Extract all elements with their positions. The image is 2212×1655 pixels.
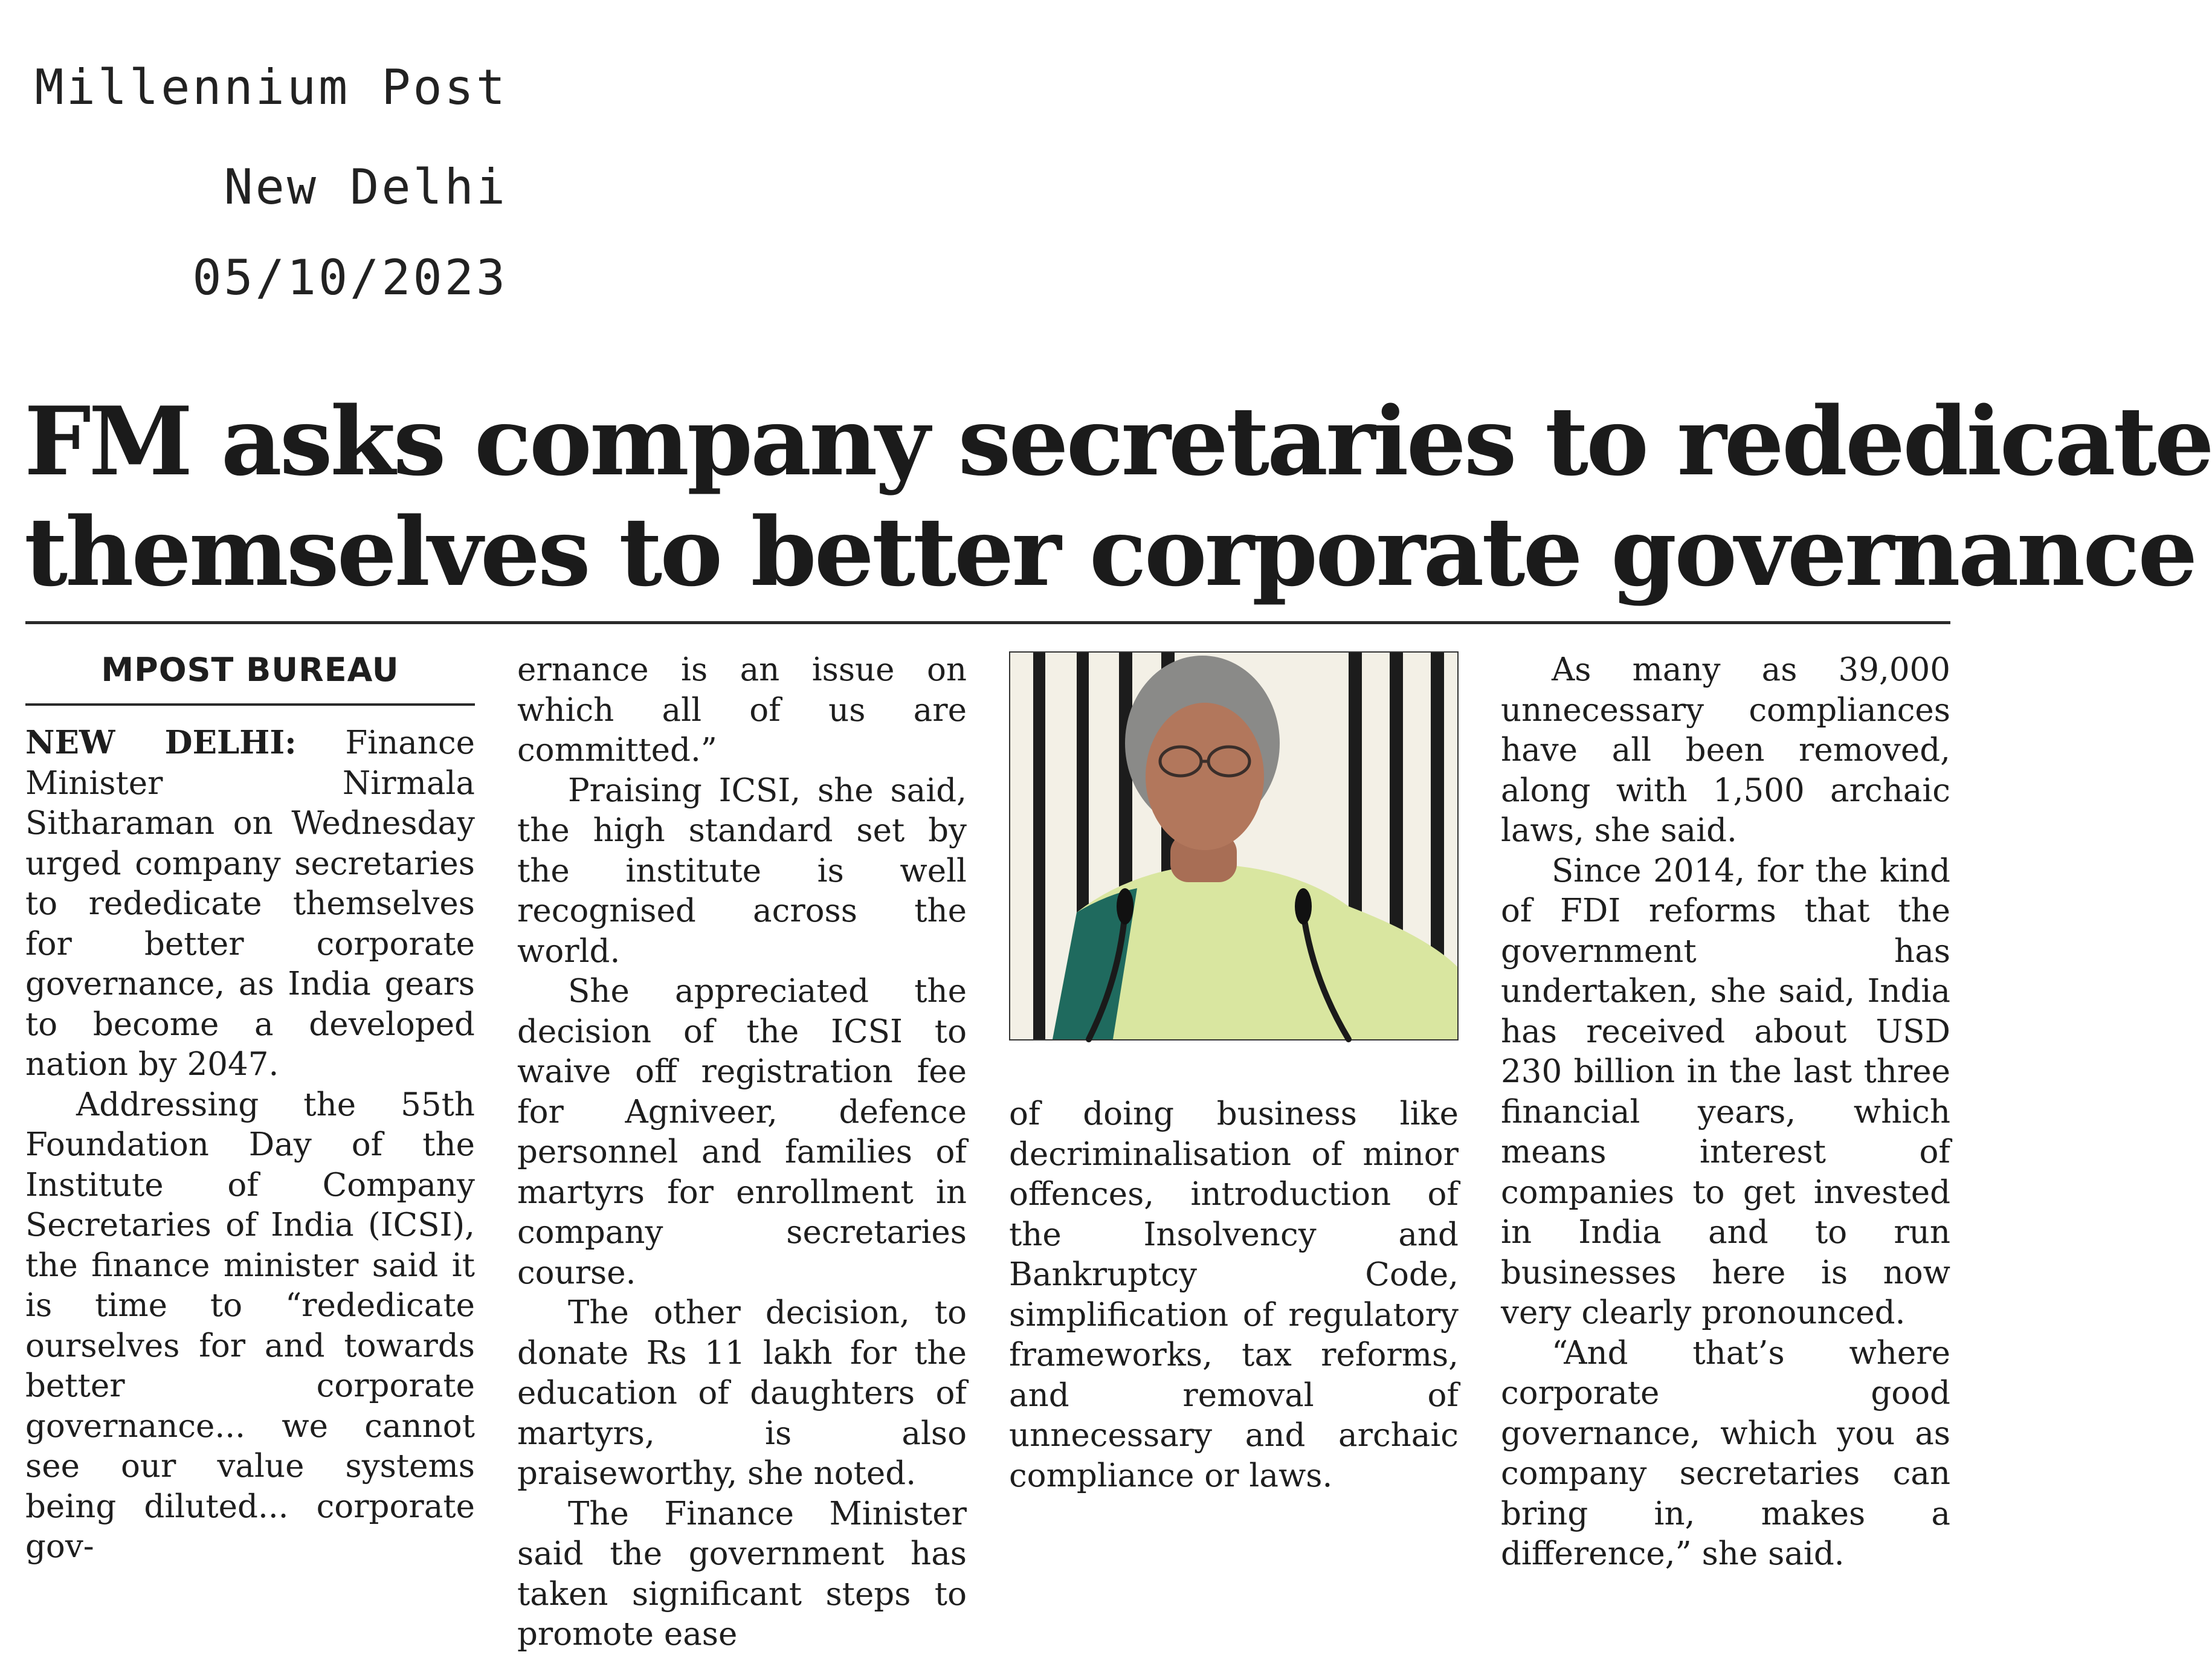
paragraph-8: Since 2014, for the kind of FDI reforms that the government has undertaken, she said, India has received about USD 230 billion in the last three financial years, which means interest of companies to get invested in India and to run businesses here is now very clearly pronounced.	[1501, 852, 1950, 1331]
paragraph-6-continued: of doing business like decriminalisation of minor offences, introduction of the Insolvency and Bankruptcy Code, simplification of regulatory frameworks, tax reforms, and removal of unnecessary and archaic compliance or laws.	[1009, 1095, 1459, 1494]
article-column-3	[1009, 1094, 1459, 1496]
paragraph-1-text: Finance Minister Nirmala Sitharaman on Wednesday urged company secretaries to rededicate themselves for better corporate governance, as India gears to become a developed nation by 2047.	[25, 724, 475, 1083]
paragraph-2-continued: ernance is an issue on which all of us are committed.”	[517, 651, 967, 769]
paragraph-7: As many as 39,000 unnecessary compliances have all been removed, along with 1,500 archaic laws, she said.	[1501, 651, 1950, 849]
news-photo	[1009, 651, 1459, 1040]
source-publication: Millennium Post	[34, 59, 508, 115]
dateline: NEW DELHI:	[25, 724, 297, 761]
paragraph-3: Praising ICSI, she said, the high standard set by the institute is well recognised across the world.	[517, 772, 967, 970]
photo-of-speaker-at-podium	[1010, 653, 1457, 1039]
photo-face	[1146, 703, 1264, 850]
article-column-4	[1501, 650, 1950, 1575]
paragraph-1	[25, 723, 475, 1085]
paragraph-9: “And that’s where corporate good governance, which you as company secretaries can bring in, makes a difference,” she said.	[1501, 1334, 1950, 1572]
headline-line-2: themselves to better corporate governance	[24, 497, 2196, 607]
headline-rule	[25, 621, 1950, 624]
photo-mic-head-right	[1295, 888, 1312, 924]
byline: MPOST BUREAU	[25, 650, 475, 706]
source-city: New Delhi	[224, 159, 508, 215]
paragraph-5: The other decision, to donate Rs 11 lakh for the education of daughters of martyrs, is also praiseworthy, she noted.	[517, 1294, 967, 1492]
article-column-1	[25, 650, 475, 1567]
paragraph-2: Addressing the 55th Foundation Day of the Institute of Company Secretaries of India (ICSI), the finance minister said it is time to “rededicate ourselves for and towards better corporate governance... we cannot see our value systems being diluted... corporate gov-	[25, 1086, 475, 1565]
paragraph-4: She appreciated the decision of the ICSI to waive off registration fee for Agniveer, defence personnel and families of martyrs for enrollment in company secretaries course.	[517, 973, 967, 1291]
source-date: 05/10/2023	[192, 250, 508, 306]
headline-line-1: FM asks company secretaries to rededicate	[24, 386, 2212, 497]
article-column-2	[517, 650, 967, 1655]
photo-mic-head-left	[1117, 888, 1133, 924]
paragraph-6: The Finance Minister said the government has taken significant steps to promote ease	[517, 1495, 967, 1653]
